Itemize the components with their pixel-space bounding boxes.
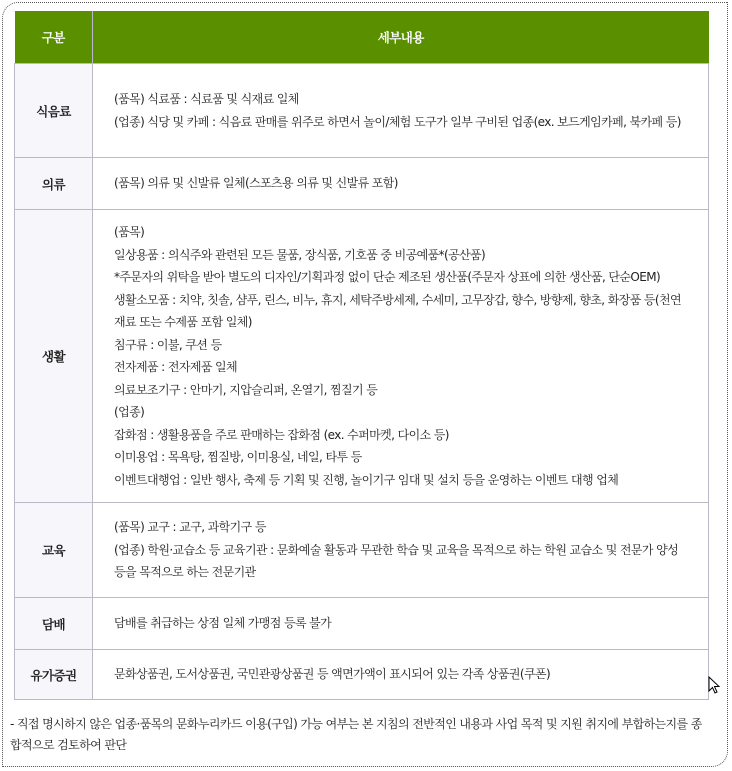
row-details (93, 598, 709, 650)
detail-line: (업종) (114, 405, 145, 419)
mouse-cursor-icon (708, 676, 722, 696)
detail-line: 이벤트대행업 : 일반 행사, 축제 등 기획 및 진행, 놀이기구 임대 및 설치 등을 운영하는 이벤트 대행 업체 (114, 472, 619, 487)
detail-line: 의료보조기구 : 안마기, 지압슬리퍼, 온열기, 찜질기 등 (114, 382, 378, 397)
row-details (93, 64, 709, 158)
detail-line: 생활소모품 : 치약, 칫솔, 샴푸, 린스, 비누, 휴지, 세탁주방세제, 수세미, 고무장갑, 향수, 방향제, 향초, 화장품 등(천연 재료 또는 수제품 포함 일체) (114, 292, 681, 329)
row-category: 식음료 (15, 64, 93, 158)
detail-line: 문화상품권, 도서상품권, 국민관광상품권 등 액면가액이 표시되어 있는 각족 상품권(쿠폰) (114, 667, 551, 682)
detail-line: 담배를 취급하는 상점 일체 가맹점 등록 불가 (114, 616, 332, 631)
detail-line: 이미용업 : 목욕탕, 찜질방, 이미용실, 네일, 타투 등 (114, 450, 362, 464)
row-details (93, 650, 709, 700)
table-row (15, 64, 709, 158)
row-category: 유가증권 (15, 650, 93, 700)
detail-line: (품목) 의류 및 신발류 일체(스포츠용 의류 및 신발류 포함) (114, 176, 398, 191)
table-row (15, 503, 709, 598)
detail-line: *주문자의 위탁을 받아 별도의 디자인/기획과정 없이 단순 제조된 생산품(주문자 상표에 의한 생산품, 단순OEM) (114, 270, 661, 284)
row-category: 담배 (15, 598, 93, 650)
row-category: 교육 (15, 503, 93, 598)
detail-line: 잡화점 : 생활용품을 주로 판매하는 잡화점 (ex. 수퍼마켓, 다이소 등) (114, 427, 449, 442)
table-row (15, 650, 709, 700)
table-row (15, 210, 709, 503)
row-category: 의류 (15, 158, 93, 210)
row-details (93, 503, 709, 598)
row-details (93, 158, 709, 210)
detail-line: (품목) 교구 : 교구, 과학기구 등 (114, 520, 266, 535)
detail-line: 침구류 : 이불, 쿠션 등 (114, 337, 222, 352)
detail-line: 일상용품 : 의식주와 관련된 모든 물품, 장식품, 기호품 중 비공예품*(공산품) (114, 247, 486, 262)
row-category: 생활 (15, 210, 93, 503)
row-details (93, 210, 709, 503)
header-details: 세부내용 (93, 11, 709, 64)
table-header-row (15, 11, 709, 64)
detail-line: (품목) (114, 225, 145, 239)
footnote: - 직접 명시하지 않은 업종·품목의 문화누리카드 이용(구입) 가능 여부는 본 지침의 전반적인 내용과 사업 목적 및 지원 취지에 부합하는지를 종합적으로 검토하여 판단 (10, 717, 702, 752)
table-row (15, 158, 709, 210)
detail-line: (품목) 식료품 : 식료품 및 식재료 일체 (114, 92, 299, 106)
detail-line: 전자제품 : 전자제품 일체 (114, 360, 238, 374)
detail-line: (업종) 학원·교습소 등 교육기관 : 문화예술 활동과 무관한 학습 및 교육을 목적으로 하는 학원 교습소 및 전문가 양성 등을 목적으로 하는 전문기관 (114, 542, 679, 580)
table-row (15, 598, 709, 650)
header-category: 구분 (15, 11, 93, 64)
usage-category-table (14, 11, 709, 700)
detail-line: (업종) 식당 및 카페 : 식음료 판매를 위주로 하면서 놀이/체험 도구가 일부 구비된 업종(ex. 보드게임카페, 북카페 등) (114, 114, 681, 129)
